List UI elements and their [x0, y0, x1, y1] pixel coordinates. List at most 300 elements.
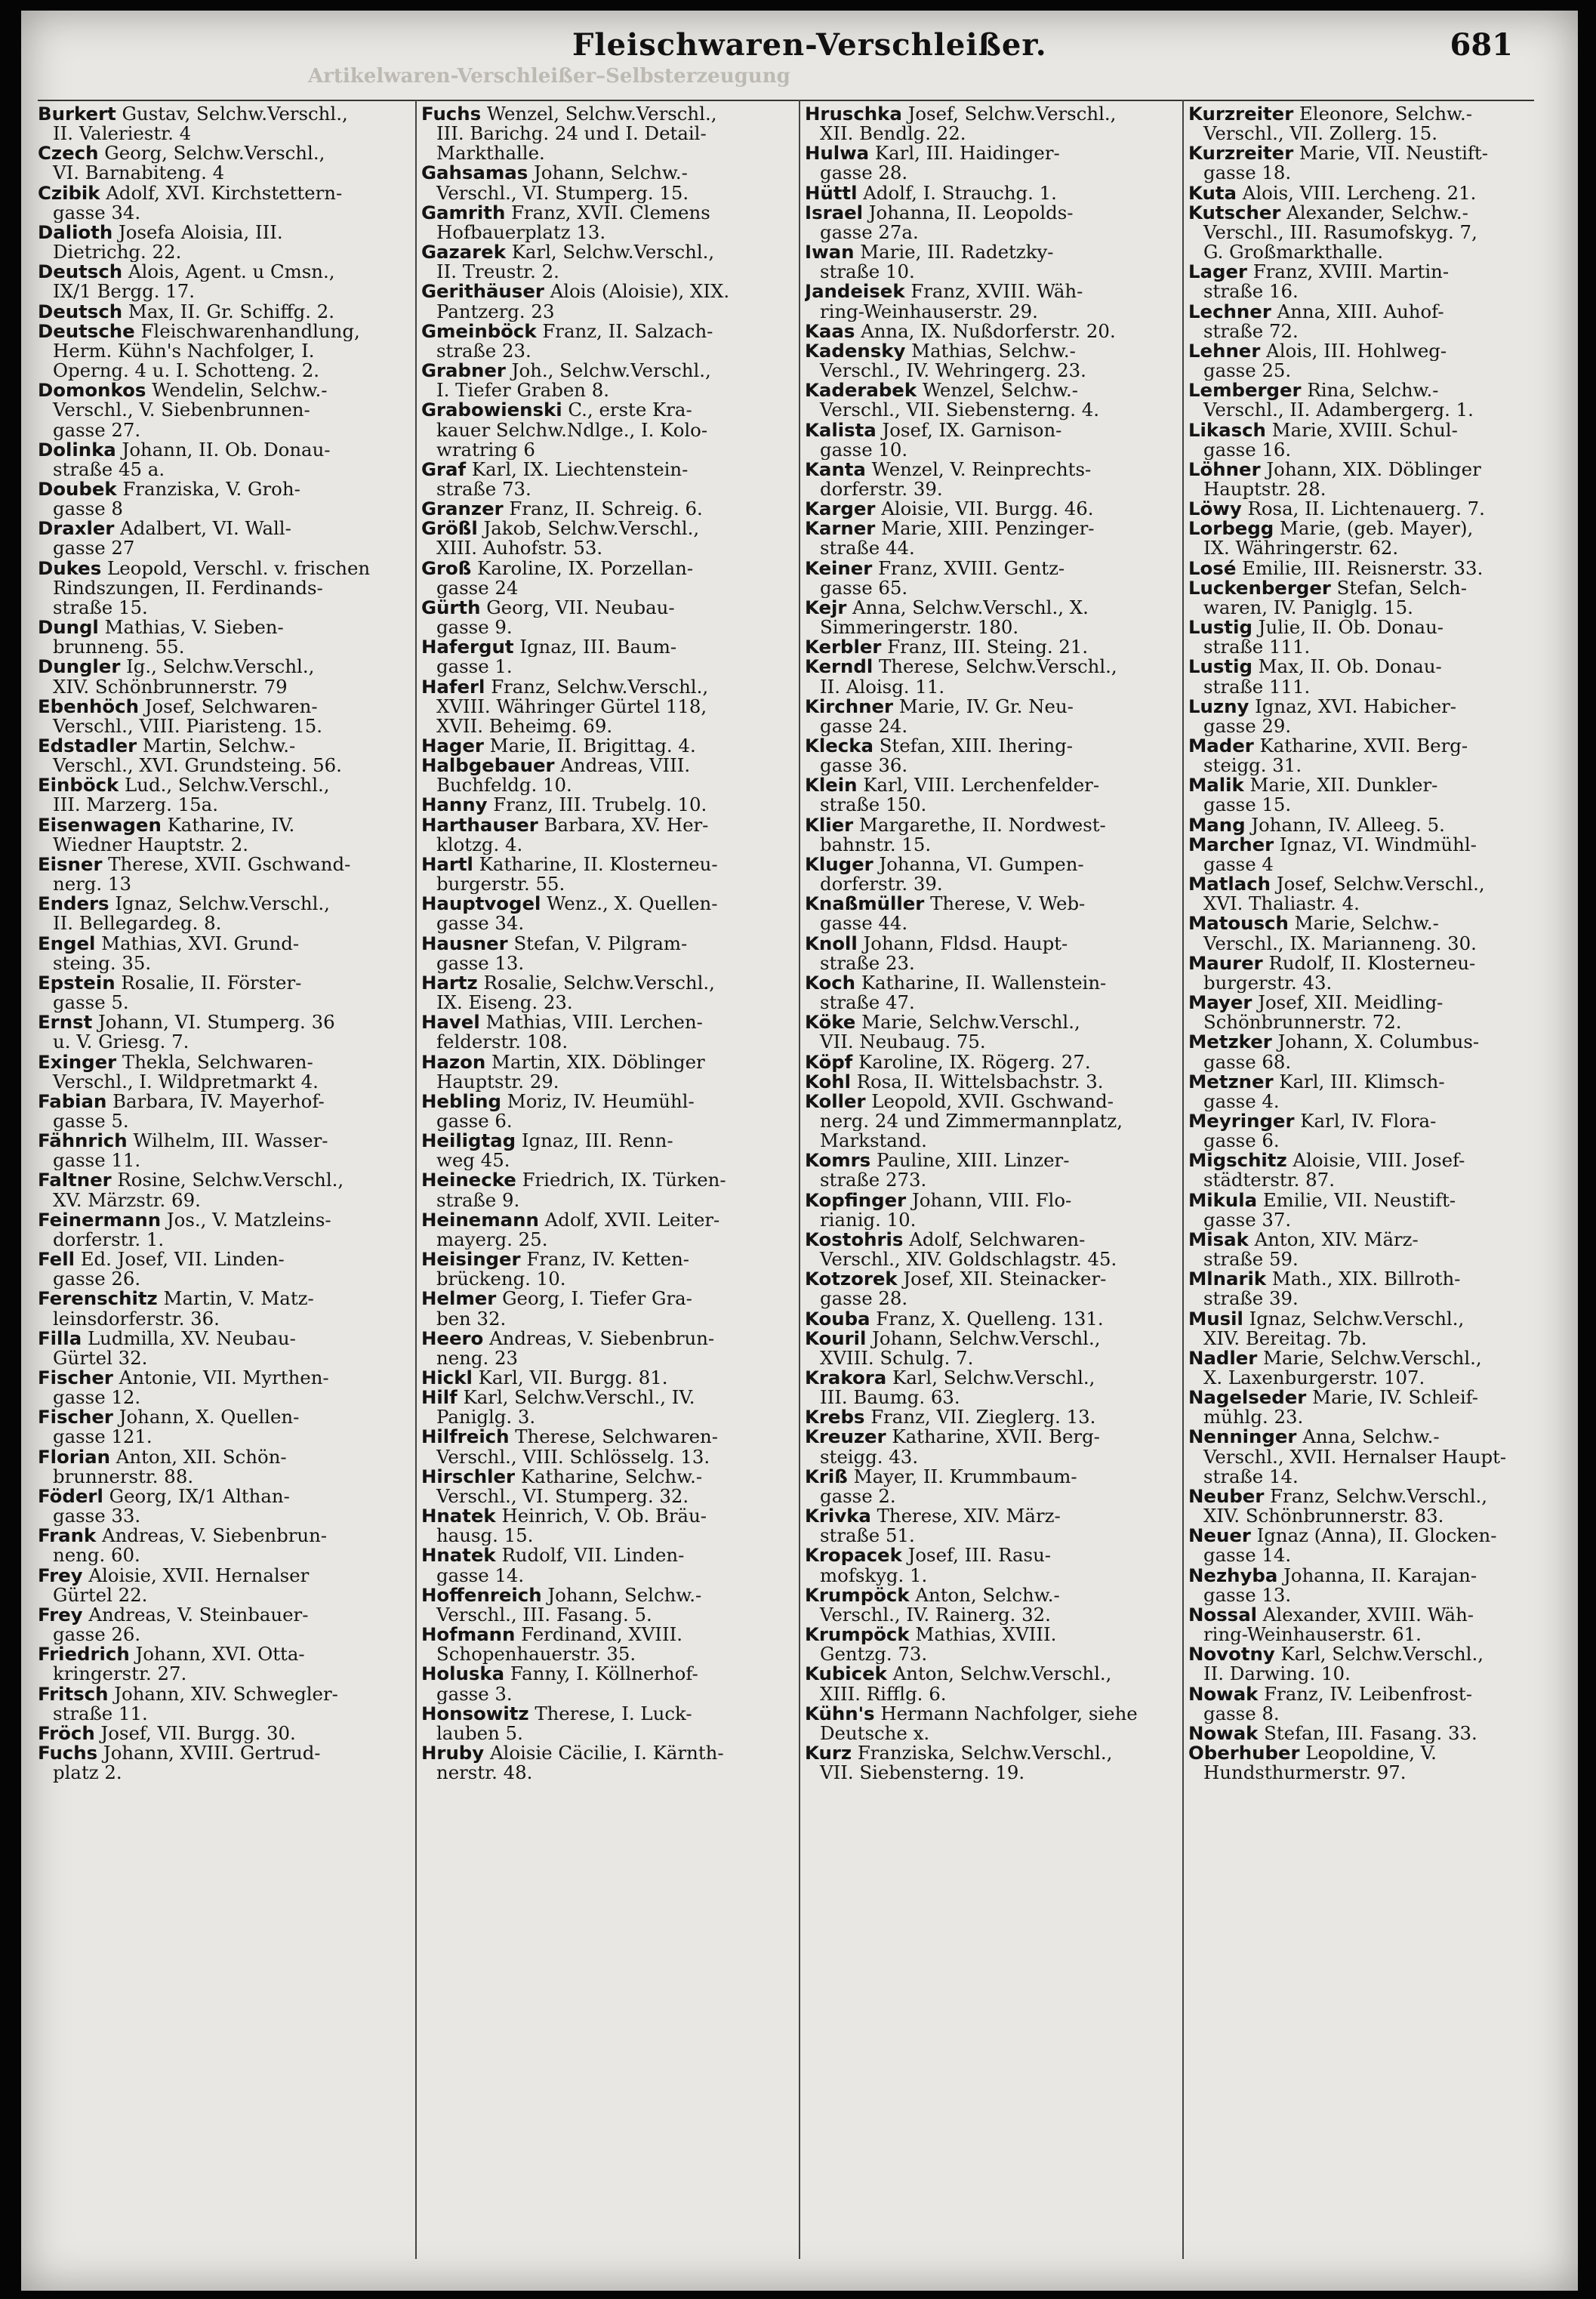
entry-text: Karl, IV. Flora- [1300, 1111, 1437, 1132]
entry-line [421, 1407, 793, 1427]
entry-line [38, 1151, 409, 1170]
entry-text: Johanna, VI. Gumpen- [879, 854, 1084, 875]
entry-name: Lorbegg [1188, 519, 1274, 539]
entry-line [805, 578, 1176, 598]
entry-text: Verschl., IX. Marianneng. 30. [1203, 933, 1477, 954]
directory-entry [1188, 559, 1560, 578]
entry-line [38, 1546, 409, 1565]
entry-line [1188, 341, 1560, 361]
directory-entry [38, 697, 409, 736]
entry-line [805, 855, 1176, 874]
directory-entry [805, 282, 1176, 321]
directory-entry [38, 262, 409, 301]
entry-line [805, 1664, 1176, 1684]
entry-text: klotzg. 4. [436, 834, 523, 855]
entry-line [421, 934, 793, 954]
entry-line [1188, 460, 1560, 479]
entry-line [38, 163, 409, 183]
entry-text: gasse 1. [436, 657, 513, 677]
entry-name: Fuchs [38, 1743, 98, 1764]
entry-line [38, 894, 409, 914]
entry-text: Gürtel 22. [53, 1585, 148, 1605]
directory-entry [421, 1546, 793, 1585]
entry-name: Filla [38, 1328, 82, 1348]
entry-text: gasse 3. [436, 1684, 513, 1704]
directory-entry [38, 1684, 409, 1724]
entry-line [38, 1072, 409, 1092]
entry-line [421, 322, 793, 341]
directory-entry [1188, 874, 1560, 914]
directory-entry [421, 322, 793, 361]
entry-text: Rosa, II. Lichtenauerg. 7. [1247, 499, 1485, 519]
entry-text: Georg, IX/1 Althan- [109, 1486, 290, 1507]
entry-line [1188, 1526, 1560, 1546]
directory-entry [421, 1664, 793, 1703]
entry-line [38, 499, 409, 519]
entry-text: Wenz., X. Quellen- [547, 894, 718, 914]
entry-line [421, 519, 793, 538]
entry-name: Dungler [38, 657, 121, 677]
entry-text: ring-Weinhauserstr. 29. [820, 301, 1038, 322]
entry-line [421, 302, 793, 322]
entry-text: gasse 26. [53, 1269, 141, 1290]
entry-line [805, 736, 1176, 756]
entry-text: Hauptstr. 29. [436, 1071, 559, 1092]
entry-name: Lechner [1188, 301, 1271, 322]
entry-line [805, 618, 1176, 637]
entry-line [38, 973, 409, 993]
directory-entry [421, 559, 793, 598]
entry-line [421, 874, 793, 894]
entry-text: Johann, VIII. Flo- [911, 1190, 1072, 1210]
directory-entry [1188, 1230, 1560, 1269]
directory-entry [38, 657, 409, 696]
entry-text: Schopenhauerstr. 35. [436, 1644, 636, 1665]
entry-text: Franz, XVIII. Wäh- [910, 282, 1083, 302]
entry-text: weg 45. [436, 1151, 510, 1171]
directory-entry [805, 1230, 1176, 1269]
directory-entry [805, 183, 1176, 203]
entry-name: Luckenberger [1188, 578, 1331, 598]
entry-text: straße 72. [1203, 321, 1299, 341]
entry-line [1188, 124, 1560, 143]
entry-line [38, 1368, 409, 1388]
entry-name: Krakora [805, 1368, 887, 1388]
directory-entry [805, 973, 1176, 1012]
entry-line [805, 914, 1176, 933]
directory-entry [1188, 914, 1560, 953]
entry-line [421, 1348, 793, 1368]
entry-text: Ludmilla, XV. Neubau- [87, 1328, 296, 1348]
entry-text: Rina, Selchw.- [1307, 381, 1439, 401]
directory-entry [1188, 1743, 1560, 1783]
directory-entry [805, 143, 1176, 183]
directory-entry [1188, 1072, 1560, 1111]
entry-line [805, 637, 1176, 657]
entry-line [38, 1704, 409, 1724]
entry-text: Andreas, V. Steinbauer- [88, 1604, 309, 1626]
entry-text: Schönbrunnerstr. 72. [1203, 1012, 1402, 1033]
directory-entry [1188, 341, 1560, 381]
entry-line [1188, 1191, 1560, 1210]
entry-text: Ignaz, III. Baum- [519, 637, 677, 658]
entry-text: mofskyg. 1. [820, 1565, 928, 1586]
directory-entry [805, 1309, 1176, 1329]
entry-name: Gerithäuser [421, 282, 544, 302]
entry-name: Kadensky [805, 341, 906, 362]
entry-text: Martin, V. Matz- [163, 1289, 314, 1309]
entry-line [421, 1309, 793, 1329]
entry-text: Rudolf, II. Klosterneu- [1268, 953, 1476, 973]
entry-text: steing. 35. [53, 953, 152, 973]
entry-line [38, 479, 409, 499]
directory-entry [805, 322, 1176, 341]
entry-line [421, 1644, 793, 1664]
entry-name: Frey [38, 1604, 83, 1626]
entry-name: Deutsch [38, 262, 123, 282]
entry-line [421, 1388, 793, 1407]
entry-text: ben 32. [436, 1308, 507, 1329]
directory-entry [1188, 1348, 1560, 1388]
entry-name: Kaas [805, 321, 855, 341]
entry-text: straße 273. [820, 1170, 927, 1191]
entry-name: Kubicek [805, 1664, 887, 1684]
entry-name: Löhner [1188, 459, 1261, 479]
entry-text: kauer Selchw.Ndlge., I. Kolo- [436, 420, 708, 440]
entry-line [421, 1467, 793, 1487]
entry-text: Aloisie Cäcilie, I. Kärnth- [489, 1743, 724, 1764]
entry-line [1188, 598, 1560, 618]
directory-entry [805, 242, 1176, 282]
entry-name: Eisenwagen [38, 815, 162, 835]
entry-line [1188, 874, 1560, 894]
directory-entry [38, 1052, 409, 1092]
entry-name: Nadler [1188, 1348, 1258, 1368]
entry-text: Johann, Selchw.- [547, 1585, 702, 1605]
entry-text: dorferstr. 1. [53, 1229, 165, 1250]
entry-line [1188, 1329, 1560, 1348]
entry-line [421, 914, 793, 933]
entry-text: Georg, Selchw.Verschl., [104, 143, 325, 164]
entry-line [421, 1724, 793, 1743]
directory-entry [421, 1506, 793, 1546]
entry-text: Math., XIX. Billroth- [1271, 1269, 1461, 1290]
entry-line [1188, 302, 1560, 322]
entry-line [1188, 538, 1560, 558]
directory-entry [1188, 1309, 1560, 1348]
entry-name: Fischer [38, 1368, 113, 1388]
entry-name: Burkert [38, 104, 116, 125]
entry-text: Adolf, I. Strauchg. 1. [863, 183, 1057, 203]
directory-entry [38, 934, 409, 973]
directory-entry [805, 203, 1176, 242]
entry-name: Epstein [38, 972, 116, 994]
directory-entry [38, 1487, 409, 1526]
entry-line [421, 440, 793, 460]
entry-line [421, 795, 793, 815]
entry-line [38, 1487, 409, 1506]
page-title: Fleischwaren-Verschleißer. [572, 27, 1047, 63]
entry-text: Franz, XVIII. Martin- [1252, 262, 1450, 282]
entry-line [38, 756, 409, 775]
entry-name: Harthauser [421, 815, 538, 835]
entry-line [38, 282, 409, 301]
directory-entry [421, 1092, 793, 1131]
entry-line [1188, 163, 1560, 183]
entry-name: Czech [38, 143, 99, 164]
entry-text: Marie, Selchw.- [1294, 914, 1439, 934]
entry-line [38, 381, 409, 400]
entry-line [1188, 183, 1560, 203]
entry-line [805, 183, 1176, 203]
directory-entry [805, 1467, 1176, 1506]
directory-entry [38, 618, 409, 657]
entry-line [421, 421, 793, 440]
entry-text: Marie, Selchw.Verschl., [1263, 1348, 1482, 1368]
entry-text: wratring 6 [436, 439, 535, 460]
entry-name: Hüttl [805, 183, 858, 203]
entry-name: Gamrith [421, 202, 506, 223]
entry-line [1188, 1605, 1560, 1625]
entry-name: Heinemann [421, 1210, 539, 1230]
entry-text: Josef, Selchw.Verschl., [907, 104, 1117, 125]
entry-text: Marie, Selchw.Verschl., [861, 1012, 1080, 1033]
entry-text: Gürtel 32. [53, 1348, 148, 1368]
entry-text: Johann, XIV. Schwegler- [114, 1684, 338, 1704]
entry-line [38, 1191, 409, 1210]
entry-line [805, 835, 1176, 855]
directory-entry [1188, 815, 1560, 835]
entry-line [805, 894, 1176, 914]
entry-text: Deutsche x. [820, 1723, 930, 1743]
entry-name: Hausner [421, 933, 508, 954]
entry-text: Hermann Nachfolger, siehe [880, 1703, 1138, 1724]
entry-name: Novotny [1188, 1644, 1275, 1665]
entry-text: Anna, Selchw.- [1302, 1427, 1440, 1447]
entry-line [421, 538, 793, 558]
entry-line [1188, 479, 1560, 499]
entry-name: Florian [38, 1447, 110, 1467]
entry-name: Köpf [805, 1052, 853, 1072]
column-1 [38, 104, 409, 1783]
directory-entry [421, 736, 793, 756]
entry-text: Marie, (geb. Mayer), [1280, 519, 1474, 539]
entry-text: Karl, Selchw.Verschl., [892, 1368, 1095, 1388]
directory-entry [421, 1704, 793, 1743]
entry-name: Mang [1188, 815, 1246, 835]
entry-line [1188, 203, 1560, 223]
entry-text: mayerg. 25. [436, 1229, 548, 1250]
directory-entry [38, 815, 409, 855]
entry-name: Oberhuber [1188, 1743, 1300, 1764]
entry-text: Moriz, IV. Heumühl- [507, 1091, 695, 1111]
entry-line [805, 1724, 1176, 1743]
entry-line [805, 756, 1176, 775]
entry-text: Johanna, II. Leopolds- [868, 202, 1074, 223]
entry-line [421, 954, 793, 973]
entry-line [38, 637, 409, 657]
entry-name: Hnatek [421, 1546, 496, 1566]
entry-name: Koch [805, 972, 856, 994]
directory-entry [1188, 954, 1560, 993]
entry-text: II. Valeriestr. 4 [53, 124, 192, 144]
entry-text: gasse 27. [53, 420, 141, 440]
directory-entry [38, 381, 409, 439]
entry-text: Wenzel, V. Reinprechts- [871, 459, 1092, 479]
entry-line [805, 1388, 1176, 1407]
directory-entry [421, 400, 793, 459]
directory-entry [805, 341, 1176, 381]
entry-text: Verschl., I. Wildpretmarkt 4. [53, 1071, 319, 1092]
directory-entry [805, 855, 1176, 894]
directory-entry [38, 1566, 409, 1605]
entry-line [1188, 1230, 1560, 1250]
entry-line [1188, 1724, 1560, 1743]
entry-line [421, 1230, 793, 1250]
entry-line [1188, 519, 1560, 538]
directory-entry [38, 223, 409, 262]
directory-entry [421, 163, 793, 202]
entry-name: Groß [421, 558, 472, 578]
entry-name: Kohl [805, 1071, 851, 1092]
entry-line [421, 1092, 793, 1111]
entry-text: straße 11. [53, 1703, 148, 1724]
entry-line [1188, 637, 1560, 657]
entry-text: Josef, XII. Steinacker- [903, 1269, 1107, 1290]
entry-text: Wenzel, Selchw.- [922, 381, 1078, 401]
directory-entry [1188, 835, 1560, 874]
entry-line [805, 519, 1176, 538]
entry-text: Herm. Kühn's Nachfolger, I. [53, 341, 315, 362]
directory-entry [38, 322, 409, 381]
entry-text: Anton, Selchw.Verschl., [892, 1664, 1112, 1684]
directory-entry [805, 1586, 1176, 1625]
entry-line [38, 697, 409, 717]
entry-line [805, 1743, 1176, 1763]
entry-text: Verschl., XIV. Goldschlagstr. 45. [820, 1250, 1117, 1270]
entry-text: Aloisie, VIII. Josef- [1293, 1151, 1465, 1171]
entry-line [805, 1309, 1176, 1329]
entry-line [38, 1092, 409, 1111]
entry-text: III. Baumg. 63. [820, 1388, 960, 1408]
entry-text: Verschl., VI. Stumperg. 15. [436, 183, 689, 203]
entry-text: gasse 8. [1203, 1703, 1280, 1724]
entry-line [38, 1329, 409, 1348]
entry-line [1188, 835, 1560, 855]
entry-text: Gentzg. 73. [820, 1644, 928, 1665]
entry-name: Größl [421, 519, 478, 539]
directory-entry [38, 1170, 409, 1210]
entry-text: Mathias, XVI. Grund- [101, 933, 300, 954]
entry-name: Hoffenreich [421, 1585, 542, 1605]
entry-text: bahnstr. 15. [820, 834, 932, 855]
entry-line [38, 1289, 409, 1308]
entry-text: kringerstr. 27. [53, 1664, 187, 1684]
entry-line [805, 1111, 1176, 1131]
entry-line [1188, 795, 1560, 815]
entry-name: Kanta [805, 459, 866, 479]
entry-text: Georg, VII. Neubau- [486, 597, 675, 618]
entry-line [421, 993, 793, 1012]
entry-line [421, 1269, 793, 1289]
directory-entry [38, 1210, 409, 1250]
entry-line [421, 499, 793, 519]
entry-text: Rosalie, Selchw.Verschl., [483, 972, 715, 994]
directory-page [21, 11, 1578, 2291]
entry-text: Verschl., VII. Siebensterng. 4. [820, 400, 1100, 421]
entry-name: Matlach [1188, 874, 1271, 895]
entry-line [38, 440, 409, 460]
directory-entry [38, 1250, 409, 1289]
entry-text: Karl, VIII. Lerchenfelder- [863, 775, 1100, 796]
entry-text: gasse 27a. [820, 222, 919, 243]
entry-name: Malik [1188, 775, 1244, 796]
entry-name: Krivka [805, 1506, 871, 1527]
entry-line [38, 795, 409, 815]
entry-text: gasse 6. [1203, 1131, 1280, 1151]
entry-text: gasse 15. [1203, 795, 1292, 815]
entry-line [1188, 1704, 1560, 1724]
directory-entry [421, 1131, 793, 1170]
entry-text: Josef, Selchw.Verschl., [1276, 874, 1485, 895]
entry-line [805, 1131, 1176, 1151]
entry-text: straße 23. [436, 341, 531, 362]
entry-text: neng. 23 [436, 1348, 519, 1368]
entry-line [38, 1586, 409, 1605]
entry-line [421, 262, 793, 282]
entry-text: gasse 36. [820, 756, 908, 776]
entry-text: straße 59. [1203, 1250, 1299, 1270]
directory-entry [38, 302, 409, 322]
entry-text: u. V. Griesg. 7. [53, 1032, 189, 1052]
entry-text: Max, II. Gr. Schiffg. 2. [128, 301, 335, 322]
entry-name: Iwan [805, 242, 855, 263]
entry-name: Lustig [1188, 618, 1252, 638]
entry-text: Wendelin, Selchw.- [152, 381, 328, 401]
entry-text: Pantzerg. 23 [436, 301, 555, 322]
entry-text: steigg. 31. [1203, 756, 1302, 776]
entry-name: Friedrich [38, 1644, 130, 1665]
entry-line [805, 1250, 1176, 1269]
entry-text: Alexander, XVIII. Wäh- [1262, 1604, 1474, 1626]
entry-line [1188, 855, 1560, 874]
directory-entry [805, 894, 1176, 933]
entry-text: städterstr. 87. [1203, 1170, 1335, 1191]
entry-name: Misak [1188, 1229, 1249, 1250]
directory-entry [38, 775, 409, 815]
entry-text: Andreas, V. Siebenbrun- [101, 1526, 328, 1546]
entry-text: Marie, VII. Neustift- [1299, 143, 1488, 164]
directory-entry [421, 460, 793, 499]
entry-line [1188, 381, 1560, 400]
entry-line [1188, 400, 1560, 420]
entry-text: Karl, III. Klimsch- [1279, 1071, 1445, 1092]
entry-text: straße 16. [1203, 282, 1299, 302]
entry-text: straße 111. [1203, 676, 1311, 697]
directory-entry [1188, 657, 1560, 696]
entry-text: gasse 9. [436, 618, 513, 638]
entry-name: Kreuzer [805, 1427, 886, 1447]
column-divider [1182, 100, 1184, 2259]
entry-text: Franz, X. Quelleng. 131. [876, 1308, 1104, 1329]
directory-entry [805, 519, 1176, 558]
entry-text: Eleonore, Selchw.- [1299, 104, 1473, 125]
entry-text: Aloisie, XVII. Hernalser [88, 1565, 310, 1586]
entry-line [1188, 1407, 1560, 1427]
entry-text: Anton, XIV. März- [1254, 1229, 1419, 1250]
directory-entry [1188, 381, 1560, 420]
entry-text: Franz, III. Steing. 21. [887, 637, 1089, 658]
